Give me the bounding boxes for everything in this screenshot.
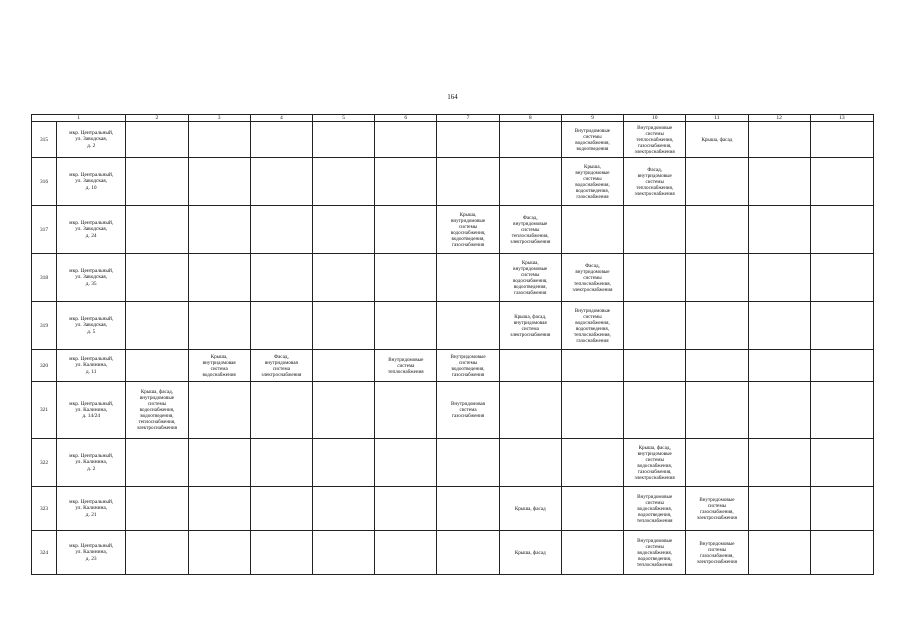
work-cell-col-8 [499, 350, 561, 382]
work-cell-col-12 [748, 206, 810, 254]
column-header: 8 [499, 115, 561, 122]
work-cell-col-5 [312, 206, 374, 254]
work-cell-col-7: Внутридомовые системы водоотведения, газоснабжения [437, 350, 499, 382]
work-cell-col-5 [312, 439, 374, 487]
work-cell-col-6 [375, 439, 437, 487]
work-cell-col-13 [810, 531, 873, 575]
work-cell-col-5 [312, 302, 374, 350]
column-header: 4 [250, 115, 312, 122]
work-cell-col-7: Внутридомовая система газоснабжения [437, 382, 499, 439]
table-row [32, 439, 874, 487]
work-cell-col-7 [437, 122, 499, 158]
work-cell-col-4 [250, 122, 312, 158]
column-header: 1 [32, 115, 126, 122]
work-cell-col-12 [748, 439, 810, 487]
work-cell-col-6 [375, 158, 437, 206]
row-number: 316 [32, 158, 57, 206]
table-row [32, 487, 874, 531]
table-row [32, 206, 874, 254]
work-cell-col-3 [188, 122, 250, 158]
column-header: 7 [437, 115, 499, 122]
work-cell-col-4 [250, 158, 312, 206]
row-number: 317 [32, 206, 57, 254]
work-cell-col-12 [748, 382, 810, 439]
work-cell-col-13 [810, 302, 873, 350]
address-cell: мкр. Центральный, ул. Калинина, д. 21 [57, 487, 126, 531]
repair-schedule-table [31, 114, 874, 575]
work-cell-col-9 [561, 382, 623, 439]
work-cell-col-3 [188, 487, 250, 531]
address-cell: мкр. Центральный, ул. Заводская, д. 5 [57, 302, 126, 350]
work-cell-col-3: Крыша, внутридомовая система водоснабжения [188, 350, 250, 382]
work-cell-col-13 [810, 350, 873, 382]
work-cell-col-4 [250, 487, 312, 531]
column-header: 11 [686, 115, 748, 122]
work-cell-col-11 [686, 158, 748, 206]
work-cell-col-11 [686, 302, 748, 350]
address-cell: мкр. Центральный, ул. Заводская, д. 10 [57, 158, 126, 206]
work-cell-col-6 [375, 254, 437, 302]
work-cell-col-11 [686, 382, 748, 439]
row-number: 320 [32, 350, 57, 382]
table-row [32, 254, 874, 302]
work-cell-col-4: Фасад, внутридомовая система электроснабжения [250, 350, 312, 382]
work-cell-col-13 [810, 158, 873, 206]
address-cell: мкр. Центральный, ул. Калинина, д. 23 [57, 531, 126, 575]
row-number: 315 [32, 122, 57, 158]
work-cell-col-4 [250, 206, 312, 254]
work-cell-col-7 [437, 158, 499, 206]
work-cell-col-10 [624, 382, 686, 439]
work-cell-col-3 [188, 439, 250, 487]
work-cell-col-5 [312, 158, 374, 206]
work-cell-col-13 [810, 206, 873, 254]
work-cell-col-12 [748, 350, 810, 382]
work-cell-col-4 [250, 302, 312, 350]
work-cell-col-3 [188, 382, 250, 439]
work-cell-col-10: Фасад, внутридомовые системы теплоснабжения, электроснабжения [624, 158, 686, 206]
work-cell-col-4 [250, 382, 312, 439]
work-cell-col-3 [188, 302, 250, 350]
work-cell-col-10: Крыша, фасад, внутридомовые системы водоснабжения, газоснабжения, электроснабжения [624, 439, 686, 487]
work-cell-col-7 [437, 487, 499, 531]
work-cell-col-12 [748, 302, 810, 350]
work-cell-col-7 [437, 439, 499, 487]
work-cell-col-12 [748, 158, 810, 206]
work-cell-col-11: Внутридомовые системы газоснабжения, электроснабжения [686, 487, 748, 531]
work-cell-col-10 [624, 350, 686, 382]
work-cell-col-13 [810, 122, 873, 158]
work-cell-col-6: Внутридомовые система теплоснабжения [375, 350, 437, 382]
work-cell-col-7: Крыша, внутридомовые системы водоснабжения, водоотведения, газоснабжения [437, 206, 499, 254]
work-cell-col-8 [499, 382, 561, 439]
work-cell-col-8: Крыша, внутридомовые системы водоснабжения, водоотведения, газоснабжения [499, 254, 561, 302]
work-cell-col-6 [375, 302, 437, 350]
work-cell-col-11: Крыша, фасад [686, 122, 748, 158]
work-cell-col-10 [624, 206, 686, 254]
table-row [32, 158, 874, 206]
work-cell-col-10: Внутридомовые системы водоснабжения, водоотведения, теплоснабжения [624, 531, 686, 575]
table-row [32, 382, 874, 439]
work-cell-col-9 [561, 531, 623, 575]
work-cell-col-10 [624, 302, 686, 350]
work-cell-col-2 [126, 302, 188, 350]
work-cell-col-9: Фасад, внутридомовые системы теплоснабжения, электроснабжения [561, 254, 623, 302]
work-cell-col-8 [499, 439, 561, 487]
work-cell-col-3 [188, 254, 250, 302]
work-cell-col-9 [561, 487, 623, 531]
work-cell-col-12 [748, 487, 810, 531]
work-cell-col-6 [375, 122, 437, 158]
address-cell: мкр. Центральный, ул. Калинина, д. 2 [57, 439, 126, 487]
work-cell-col-8: Фасад, внутридомовые системы теплоснабжения, электроснабжения [499, 206, 561, 254]
work-cell-col-6 [375, 531, 437, 575]
work-cell-col-4 [250, 254, 312, 302]
work-cell-col-3 [188, 531, 250, 575]
work-cell-col-8: Крыша, фасад [499, 487, 561, 531]
work-cell-col-9 [561, 439, 623, 487]
work-cell-col-9 [561, 206, 623, 254]
work-cell-col-5 [312, 531, 374, 575]
address-cell: мкр. Центральный, ул. Калинина, д. 11 [57, 350, 126, 382]
work-cell-col-2 [126, 158, 188, 206]
work-cell-col-9 [561, 350, 623, 382]
page-number: 164 [447, 93, 458, 101]
work-cell-col-10: Внутридомовые системы водоснабжения, водоотведения, теплоснабжения [624, 487, 686, 531]
work-cell-col-12 [748, 254, 810, 302]
work-cell-col-12 [748, 531, 810, 575]
address-cell: мкр. Центральный, ул. Калинина, д. 14/24 [57, 382, 126, 439]
column-header: 13 [810, 115, 873, 122]
column-header: 2 [126, 115, 188, 122]
work-cell-col-9: Крыша, внутридомовые системы водоснабжения, водоотведения, газоснабжения [561, 158, 623, 206]
work-cell-col-12 [748, 122, 810, 158]
column-header: 10 [624, 115, 686, 122]
row-number: 322 [32, 439, 57, 487]
address-cell: мкр. Центральный, ул. Заводская, д. 2 [57, 122, 126, 158]
work-cell-col-11 [686, 439, 748, 487]
work-cell-col-2 [126, 206, 188, 254]
work-cell-col-13 [810, 439, 873, 487]
work-cell-col-9: Внутридомовые системы водоснабжения, водоотведения, теплоснабжения, газоснабжения [561, 302, 623, 350]
work-cell-col-2: Крыша, фасад, внутридомовые системы водоснабжения, водоотведения, теплоснабжения, электроснабжения [126, 382, 188, 439]
work-cell-col-5 [312, 350, 374, 382]
table-row [32, 531, 874, 575]
table-body [32, 122, 874, 575]
work-cell-col-13 [810, 254, 873, 302]
address-cell: мкр. Центральный, ул. Заводская, д. 35 [57, 254, 126, 302]
column-header: 12 [748, 115, 810, 122]
work-cell-col-2 [126, 439, 188, 487]
work-cell-col-4 [250, 439, 312, 487]
work-cell-col-2 [126, 531, 188, 575]
work-cell-col-9: Внутридомовые системы водоснабжения, водоотведения [561, 122, 623, 158]
work-cell-col-11: Внутридомовые системы газоснабжения, электроснабжения [686, 531, 748, 575]
work-cell-col-5 [312, 487, 374, 531]
work-cell-col-6 [375, 487, 437, 531]
work-cell-col-2 [126, 254, 188, 302]
work-cell-col-2 [126, 122, 188, 158]
work-cell-col-3 [188, 158, 250, 206]
work-cell-col-8: Крыша, фасад, внутридомовая система электроснабжения [499, 302, 561, 350]
row-number: 319 [32, 302, 57, 350]
column-header: 9 [561, 115, 623, 122]
work-cell-col-5 [312, 254, 374, 302]
table-row [32, 302, 874, 350]
work-cell-col-13 [810, 382, 873, 439]
work-cell-col-4 [250, 531, 312, 575]
address-cell: мкр. Центральный, ул. Заводская, д. 24 [57, 206, 126, 254]
work-cell-col-3 [188, 206, 250, 254]
work-cell-col-13 [810, 487, 873, 531]
work-cell-col-6 [375, 206, 437, 254]
work-cell-col-10: Внутридомовые системы теплоснабжения, газоснабжения, электроснабжения [624, 122, 686, 158]
work-cell-col-7 [437, 302, 499, 350]
row-number: 318 [32, 254, 57, 302]
work-cell-col-7 [437, 254, 499, 302]
column-header: 5 [312, 115, 374, 122]
work-cell-col-2 [126, 350, 188, 382]
table-row [32, 350, 874, 382]
work-cell-col-11 [686, 254, 748, 302]
work-cell-col-7 [437, 531, 499, 575]
work-cell-col-2 [126, 487, 188, 531]
work-cell-col-8 [499, 122, 561, 158]
work-cell-col-5 [312, 122, 374, 158]
work-cell-col-8 [499, 158, 561, 206]
row-number: 323 [32, 487, 57, 531]
table-row [32, 122, 874, 158]
work-cell-col-10 [624, 254, 686, 302]
work-cell-col-6 [375, 382, 437, 439]
header-row [32, 115, 874, 122]
work-cell-col-11 [686, 350, 748, 382]
row-number: 324 [32, 531, 57, 575]
column-header: 3 [188, 115, 250, 122]
row-number: 321 [32, 382, 57, 439]
work-cell-col-11 [686, 206, 748, 254]
column-header: 6 [375, 115, 437, 122]
work-cell-col-8: Крыша, фасад [499, 531, 561, 575]
work-cell-col-5 [312, 382, 374, 439]
